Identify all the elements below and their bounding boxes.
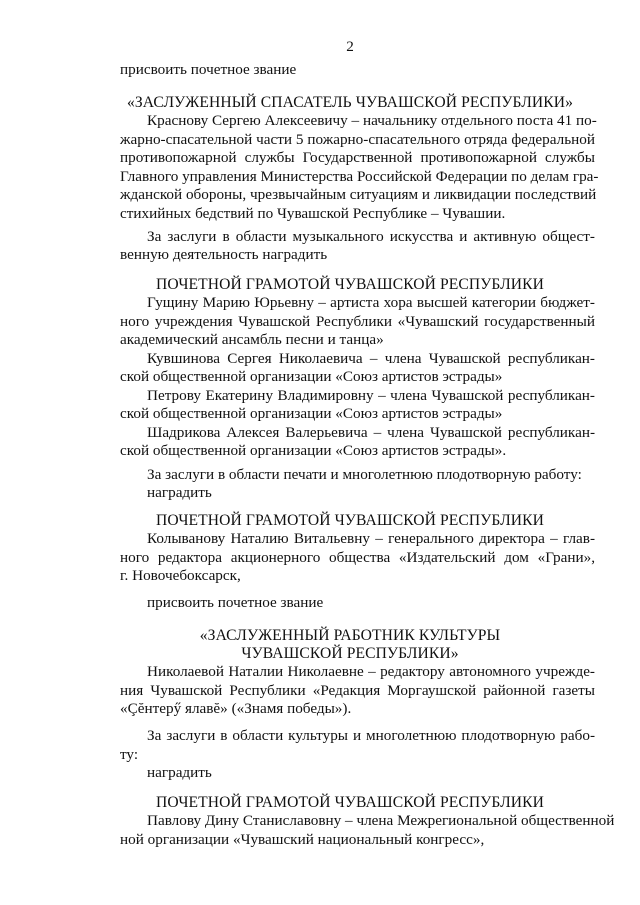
award-title: ПОЧЕТНОЙ ГРАМОТОЙ ЧУВАШСКОЙ РЕСПУБЛИКИ: [155, 276, 544, 293]
paragraph-line: Краснову Сергею Алексеевичу – начальнику отдельного поста 41 по-: [147, 112, 597, 129]
paragraph-line: Главного управления Министерства Российской Федерации по делам гра-: [120, 168, 599, 185]
paragraph-line: ния Чувашской Республики «Редакция Моргаушской районной газеты: [120, 682, 595, 699]
paragraph-line: г. Новочебоксарск,: [120, 567, 241, 584]
paragraph-line: «Çĕнтерӳ ялавĕ» («Знамя победы»).: [120, 700, 352, 717]
paragraph-line: ской общественной организации «Союз артистов эстрады»: [120, 405, 503, 422]
paragraph-line: ной организации «Чувашский национальный конгресс»,: [120, 831, 485, 848]
paragraph-line: Колыванову Наталию Витальевну – генерального директора – глав-: [147, 530, 595, 547]
paragraph-line: ного редактора акционерного общества «Издательский дом «Грани»,: [120, 549, 595, 566]
paragraph-line: наградить: [147, 484, 212, 501]
paragraph-line: За заслуги в области музыкального искусства и активную общест-: [147, 228, 595, 245]
award-title: ПОЧЕТНОЙ ГРАМОТОЙ ЧУВАШСКОЙ РЕСПУБЛИКИ: [155, 794, 544, 811]
paragraph-line: Николаевой Наталии Николаевне – редактору автономного учрежде-: [147, 663, 595, 680]
paragraph-line: Петрову Екатерину Владимировну – члена Чувашской республикан-: [147, 387, 595, 404]
paragraph-line: Кувшинова Сергея Николаевича – члена Чувашской республикан-: [147, 350, 595, 367]
award-title: ЧУВАШСКОЙ РЕСПУБЛИКИ»: [241, 645, 459, 662]
award-title: «ЗАСЛУЖЕННЫЙ РАБОТНИК КУЛЬТУРЫ: [199, 627, 501, 644]
page-number: 2: [346, 38, 354, 55]
paragraph-line: Павлову Дину Станиславовну – члена Межрегиональной общественной: [147, 812, 615, 829]
paragraph-line: жданской обороны, чрезвычайным ситуациям и ликвидации последствий: [120, 186, 597, 203]
paragraph-line: ской общественной организации «Союз артистов эстрады»: [120, 368, 503, 385]
award-title: «ЗАСЛУЖЕННЫЙ СПАСАТЕЛЬ ЧУВАШСКОЙ РЕСПУБЛИКИ»: [126, 94, 574, 111]
paragraph-line: венную деятельность наградить: [120, 246, 328, 263]
paragraph-line: За заслуги в области печати и многолетнюю плодотворную работу:: [147, 466, 582, 483]
award-title: ПОЧЕТНОЙ ГРАМОТОЙ ЧУВАШСКОЙ РЕСПУБЛИКИ: [155, 512, 544, 529]
resolution-text: присвоить почетное звание: [120, 61, 297, 78]
paragraph-line: стихийных бедствий по Чувашской Республике – Чувашии.: [120, 205, 506, 222]
paragraph-line: ской общественной организации «Союз артистов эстрады».: [120, 442, 507, 459]
paragraph-line: наградить: [147, 764, 212, 781]
paragraph-line: противопожарной службы Государственной противопожарной службы: [120, 149, 595, 166]
resolution-text: присвоить почетное звание: [147, 594, 324, 611]
paragraph-line: академический ансамбль песни и танца»: [120, 331, 384, 348]
paragraph-line: Гущину Марию Юрьевну – артиста хора высшей категории бюджет-: [147, 294, 595, 311]
paragraph-line: Шадрикова Алексея Валерьевича – члена Чувашской республикан-: [147, 424, 595, 441]
paragraph-line: За заслуги в области культуры и многолетнюю плодотворную рабо-: [147, 727, 595, 744]
paragraph-line: жарно-спасательной части 5 пожарно-спасательного отряда федеральной: [120, 131, 595, 148]
paragraph-line: ту:: [120, 746, 139, 763]
paragraph-line: ного учреждения Чувашской Республики «Чувашский государственный: [120, 313, 595, 330]
